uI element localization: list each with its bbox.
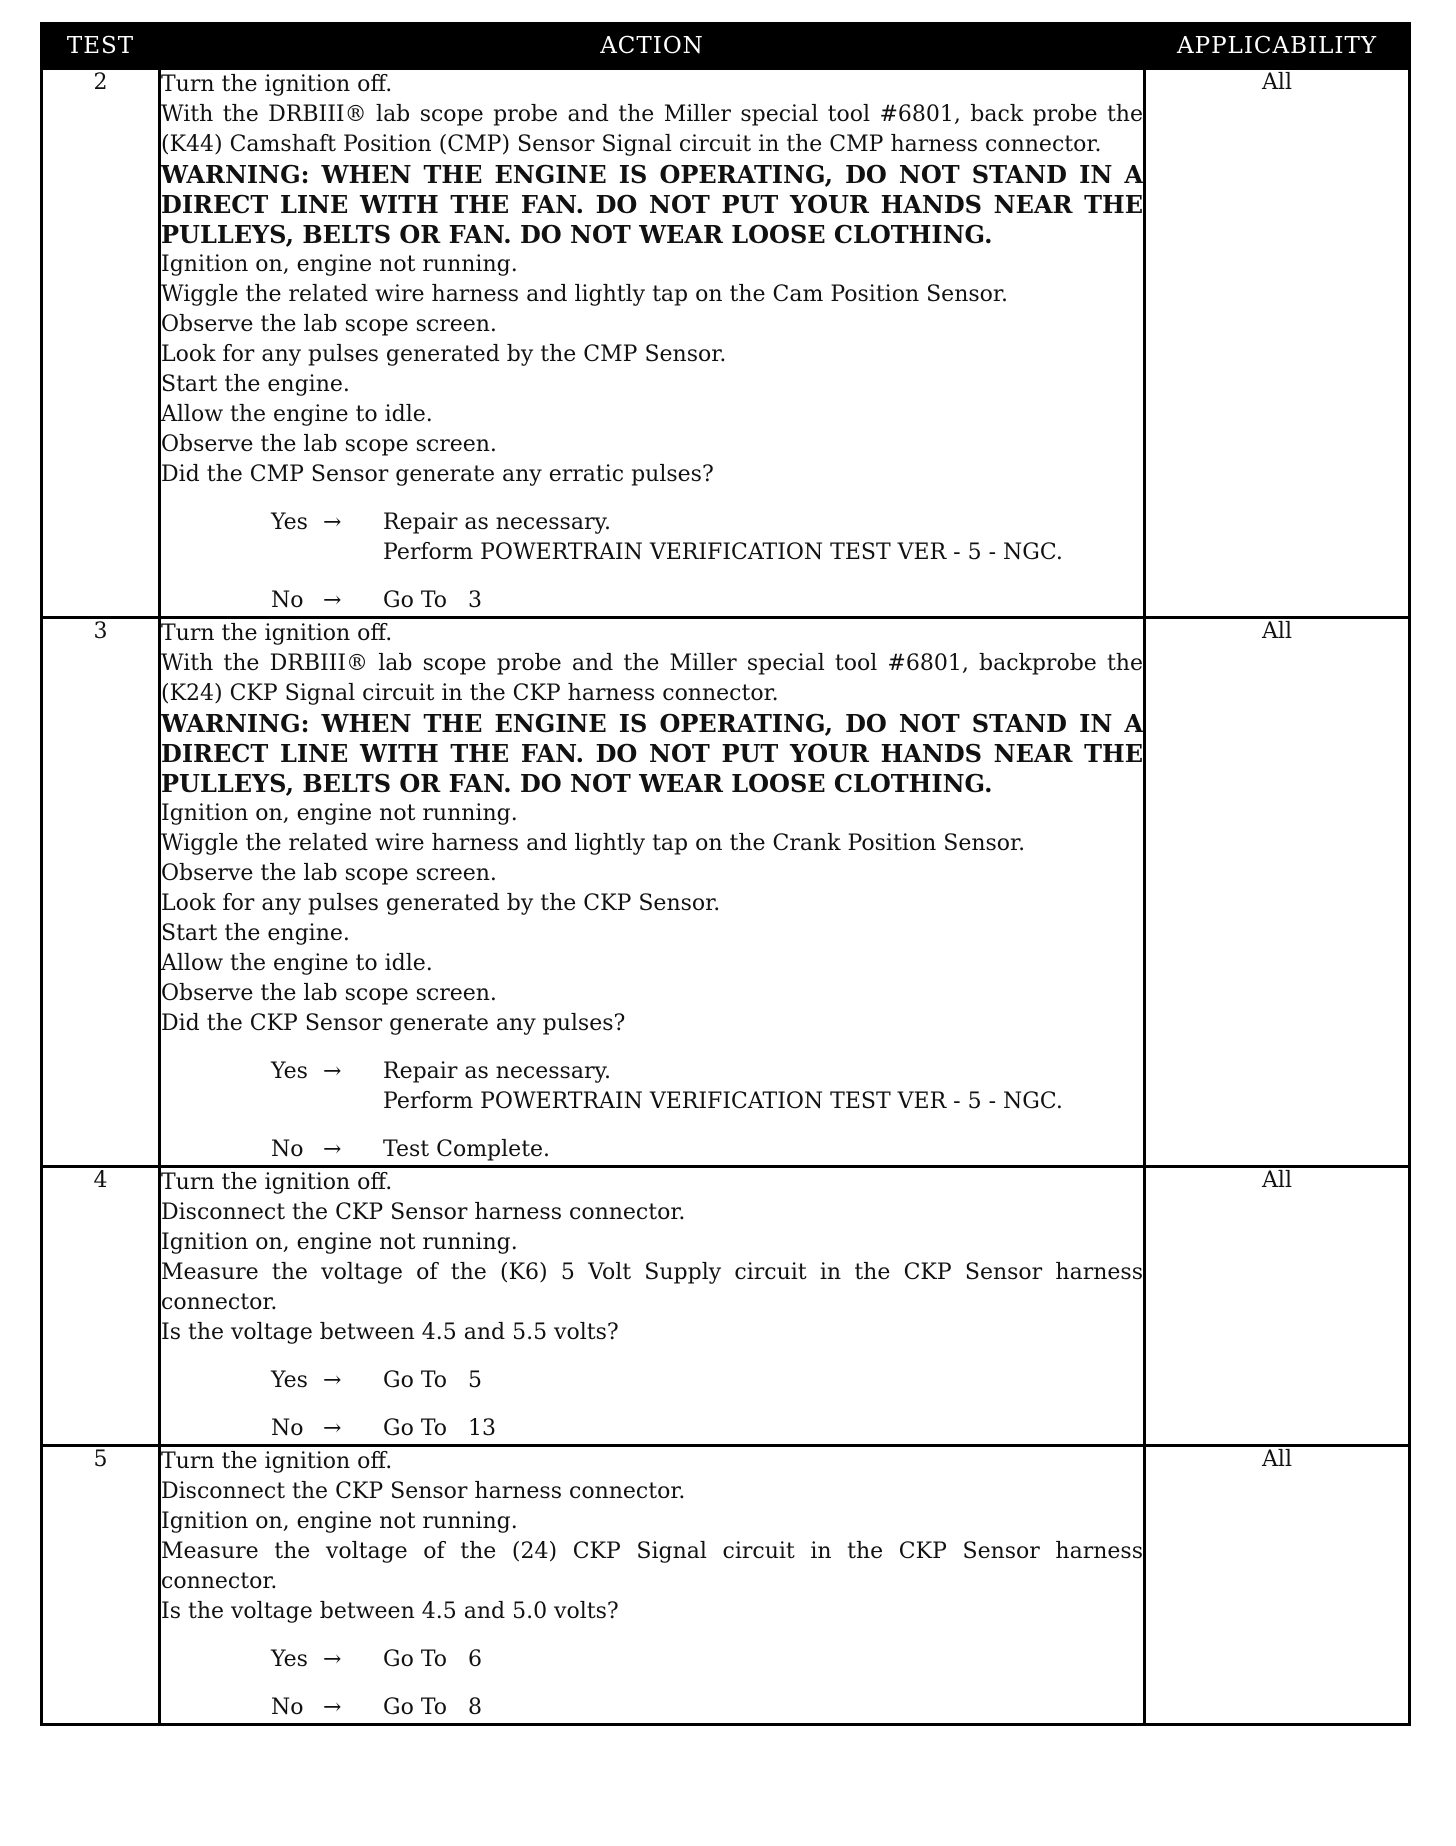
table-header-row bbox=[42, 24, 1410, 69]
action-step: Start the engine. bbox=[161, 921, 350, 946]
answer-item bbox=[271, 1645, 1143, 1675]
answer-label: Yes bbox=[271, 510, 308, 535]
answer-result bbox=[383, 1366, 1143, 1396]
arrow-right-icon: → bbox=[323, 1647, 342, 1672]
arrow-right-icon: → bbox=[323, 1059, 342, 1084]
action-step: Did the CKP Sensor generate any pulses? bbox=[161, 1011, 626, 1036]
answer-label: Yes bbox=[271, 1368, 308, 1393]
warning-text: WARNING: WHEN THE ENGINE IS OPERATING, DO NOT STAND IN A DIRECT LINE WITH THE FAN. DO NOT PUT YOUR HANDS NEAR THE PULLEYS, BELTS OR FAN. DO NOT WEAR LOOSE CLOTHING. bbox=[161, 709, 1143, 798]
answer-list bbox=[271, 1057, 1143, 1165]
answer-line: Go To 8 bbox=[383, 1695, 482, 1720]
action-step: Measure the voltage of the (K6) 5 Volt Supply circuit in the CKP Sensor harness connector. bbox=[161, 1260, 1143, 1315]
action-step: Ignition on, engine not running. bbox=[161, 1230, 518, 1255]
action-step: Ignition on, engine not running. bbox=[161, 801, 518, 826]
action-step: With the DRBIII® lab scope probe and the Miller special tool #6801, backprobe the (K24) CKP Signal circuit in the CKP harness connector. bbox=[161, 651, 1143, 706]
answer-result bbox=[383, 1645, 1143, 1675]
answer-line: Test Complete. bbox=[383, 1137, 551, 1162]
applicability-value: All bbox=[1145, 1446, 1410, 1725]
answer-line: Go To 6 bbox=[383, 1647, 482, 1672]
action-cell bbox=[160, 1446, 1145, 1725]
answer-result bbox=[383, 508, 1143, 568]
action-step: Turn the ignition off. bbox=[161, 1449, 393, 1474]
diagnostic-test-table bbox=[40, 22, 1411, 1726]
answer-list bbox=[271, 508, 1143, 616]
action-step: Ignition on, engine not running. bbox=[161, 252, 518, 277]
warning-text: WARNING: WHEN THE ENGINE IS OPERATING, DO NOT STAND IN A DIRECT LINE WITH THE FAN. DO NOT PUT YOUR HANDS NEAR THE PULLEYS, BELTS OR FAN. DO NOT WEAR LOOSE CLOTHING. bbox=[161, 160, 1143, 249]
answer-label: No bbox=[271, 588, 304, 613]
header-action: ACTION bbox=[160, 24, 1145, 69]
applicability-value: All bbox=[1145, 618, 1410, 1167]
action-step: Turn the ignition off. bbox=[161, 1170, 393, 1195]
action-step: Observe the lab scope screen. bbox=[161, 981, 497, 1006]
action-step: Start the engine. bbox=[161, 372, 350, 397]
action-step: Is the voltage between 4.5 and 5.5 volts? bbox=[161, 1320, 619, 1345]
action-cell bbox=[160, 1167, 1145, 1446]
answer-result bbox=[383, 1135, 1143, 1165]
arrow-right-icon: → bbox=[323, 510, 342, 535]
table-body bbox=[42, 69, 1410, 1725]
answer-item bbox=[271, 508, 1143, 568]
answer-label: No bbox=[271, 1416, 304, 1441]
action-step: Observe the lab scope screen. bbox=[161, 432, 497, 457]
action-step: Allow the engine to idle. bbox=[161, 402, 433, 427]
answer-item bbox=[271, 1057, 1143, 1117]
answer-line: Repair as necessary. bbox=[383, 510, 611, 535]
test-number: 2 bbox=[42, 69, 160, 618]
test-number: 5 bbox=[42, 1446, 160, 1725]
table-row bbox=[42, 618, 1410, 1167]
answer-line: Repair as necessary. bbox=[383, 1059, 611, 1084]
table-row bbox=[42, 1446, 1410, 1725]
arrow-right-icon: → bbox=[323, 1368, 342, 1393]
answer-label: Yes bbox=[271, 1647, 308, 1672]
document-page bbox=[40, 22, 1408, 1726]
applicability-value: All bbox=[1145, 1167, 1410, 1446]
action-step: Is the voltage between 4.5 and 5.0 volts? bbox=[161, 1599, 619, 1624]
answer-list bbox=[271, 1645, 1143, 1723]
answer-list bbox=[271, 1366, 1143, 1444]
answer-line: Go To 5 bbox=[383, 1368, 482, 1393]
action-step: Ignition on, engine not running. bbox=[161, 1509, 518, 1534]
answer-result bbox=[383, 1693, 1143, 1723]
answer-result bbox=[383, 1414, 1143, 1444]
action-step: Turn the ignition off. bbox=[161, 621, 393, 646]
answer-line: Go To 13 bbox=[383, 1416, 496, 1441]
table-row bbox=[42, 69, 1410, 618]
answer-item bbox=[271, 1693, 1143, 1723]
action-step: Did the CMP Sensor generate any erratic pulses? bbox=[161, 462, 714, 487]
action-step: Allow the engine to idle. bbox=[161, 951, 433, 976]
answer-line: Perform POWERTRAIN VERIFICATION TEST VER - 5 - NGC. bbox=[383, 1089, 1063, 1114]
test-number: 3 bbox=[42, 618, 160, 1167]
answer-result bbox=[383, 1057, 1143, 1117]
action-step: Observe the lab scope screen. bbox=[161, 861, 497, 886]
action-cell bbox=[160, 69, 1145, 618]
answer-label: No bbox=[271, 1137, 304, 1162]
action-step: With the DRBIII® lab scope probe and the Miller special tool #6801, back probe the (K44) Camshaft Position (CMP) Sensor Signal circuit in the CMP harness connector. bbox=[161, 102, 1143, 157]
answer-label: No bbox=[271, 1695, 304, 1720]
action-step: Look for any pulses generated by the CKP Sensor. bbox=[161, 891, 721, 916]
arrow-right-icon: → bbox=[323, 1137, 342, 1162]
action-step: Disconnect the CKP Sensor harness connector. bbox=[161, 1479, 686, 1504]
answer-item bbox=[271, 586, 1143, 616]
table-row bbox=[42, 1167, 1410, 1446]
answer-item bbox=[271, 1414, 1143, 1444]
action-step: Look for any pulses generated by the CMP Sensor. bbox=[161, 342, 727, 367]
action-step: Turn the ignition off. bbox=[161, 72, 393, 97]
answer-line: Perform POWERTRAIN VERIFICATION TEST VER - 5 - NGC. bbox=[383, 540, 1063, 565]
applicability-value: All bbox=[1145, 69, 1410, 618]
action-step: Observe the lab scope screen. bbox=[161, 312, 497, 337]
action-step: Disconnect the CKP Sensor harness connector. bbox=[161, 1200, 686, 1225]
header-test: TEST bbox=[42, 24, 160, 69]
answer-item bbox=[271, 1366, 1143, 1396]
action-step: Wiggle the related wire harness and lightly tap on the Crank Position Sensor. bbox=[161, 831, 1026, 856]
action-cell bbox=[160, 618, 1145, 1167]
arrow-right-icon: → bbox=[323, 588, 342, 613]
header-applicability: APPLICABILITY bbox=[1145, 24, 1410, 69]
action-step: Wiggle the related wire harness and lightly tap on the Cam Position Sensor. bbox=[161, 282, 1008, 307]
arrow-right-icon: → bbox=[323, 1695, 342, 1720]
answer-label: Yes bbox=[271, 1059, 308, 1084]
test-number: 4 bbox=[42, 1167, 160, 1446]
action-step: Measure the voltage of the (24) CKP Signal circuit in the CKP Sensor harness connector. bbox=[161, 1539, 1143, 1594]
arrow-right-icon: → bbox=[323, 1416, 342, 1441]
answer-result bbox=[383, 586, 1143, 616]
answer-line: Go To 3 bbox=[383, 588, 482, 613]
answer-item bbox=[271, 1135, 1143, 1165]
